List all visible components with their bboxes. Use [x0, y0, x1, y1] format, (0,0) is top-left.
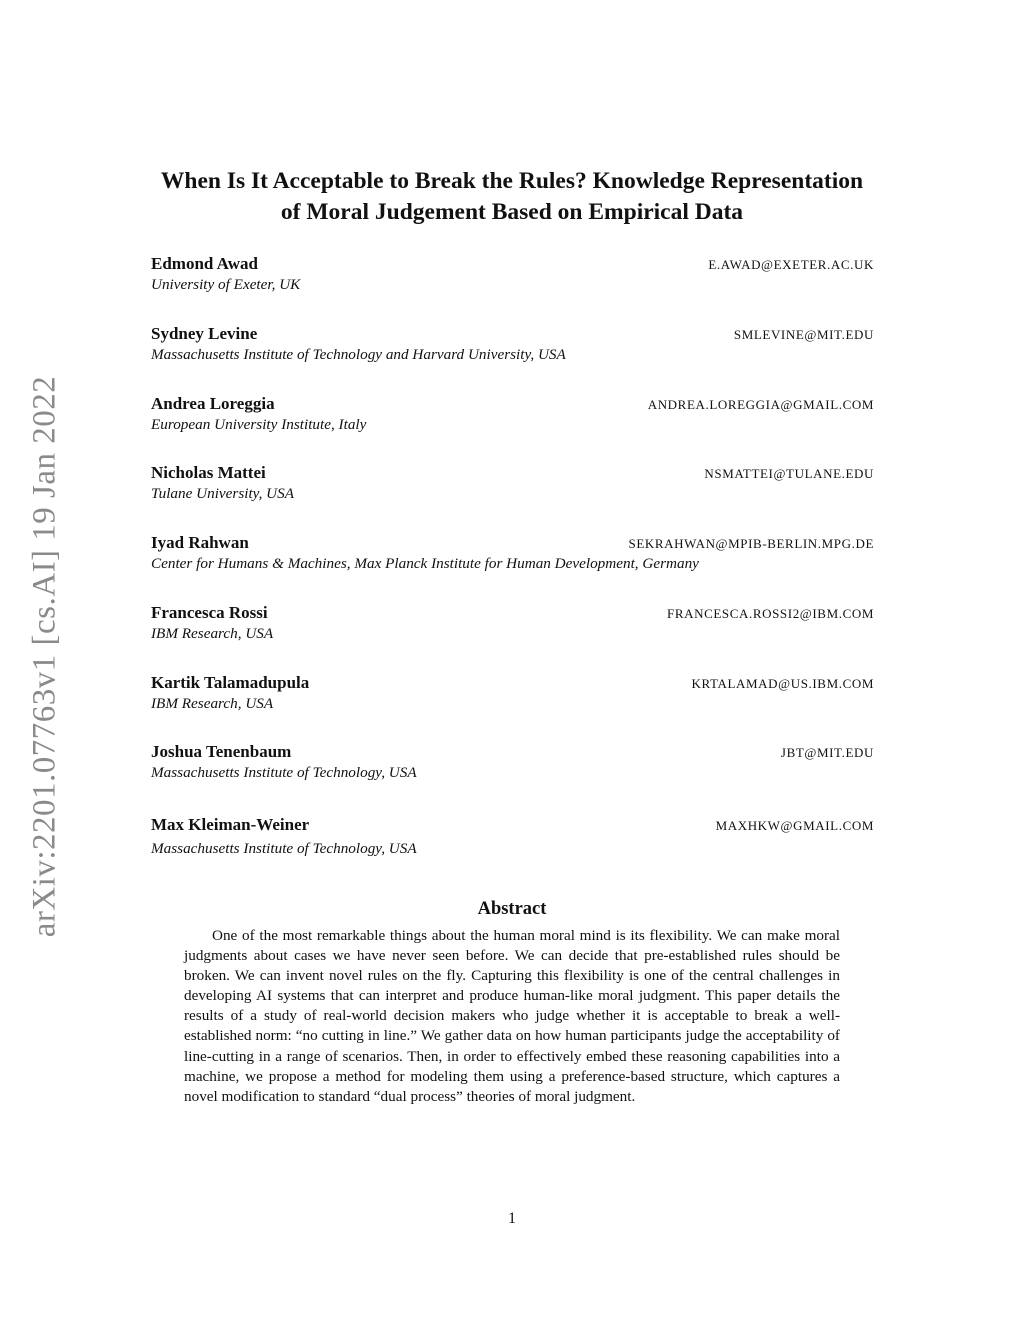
author-affiliation: Center for Humans & Machines, Max Planck Institute for Human Development, Germany — [151, 555, 699, 572]
abstract-text: One of the most remarkable things about the human moral mind is its flexibility. We can make moral judgments about cases we have never seen before. We can decide that pre-established rules should be broken. We can invent novel rules on the fly. Capturing this flexibility is one of the central challenges in developing AI systems that can interpret and produce human-like moral judgment. This paper details the results of a study of real-world decision makers who judge whether it is acceptable to break a well-established norm: “no cutting in line.” We gather data on how human participants judge the acceptability of line-cutting in a range of scenarios. Then, in order to effectively embed these reasoning capabilities into a machine, we propose a method for modeling them using a preference-based structure, which captures a novel modification to standard “dual process” theories of moral judgment. — [184, 927, 840, 1105]
author-email: JBT@MIT.EDU — [780, 745, 874, 760]
author-email: SEKRAHWAN@MPIB-BERLIN.MPG.DE — [628, 536, 874, 551]
author-name: Joshua Tenenbaum — [151, 742, 292, 761]
arxiv-identifier-stamp — [24, 370, 66, 942]
author-affiliation: University of Exeter, UK — [151, 276, 301, 293]
author-name: Andrea Loreggia — [151, 394, 275, 413]
paper-title-line-1: When Is It Acceptable to Break the Rules? Knowledge Representation — [160, 168, 864, 194]
author-affiliation: Massachusetts Institute of Technology, USA — [151, 764, 417, 781]
author-block — [151, 394, 874, 440]
author-name: Sydney Levine — [151, 324, 258, 343]
paper-title — [130, 166, 894, 228]
abstract-heading: Abstract — [477, 899, 547, 919]
author-email: KRTALAMAD@US.IBM.COM — [691, 676, 874, 691]
author-email: MAXHKW@GMAIL.COM — [715, 818, 874, 833]
author-block — [151, 533, 874, 579]
author-name: Edmond Awad — [151, 254, 258, 273]
author-email: E.AWAD@EXETER.AC.UK — [708, 257, 874, 272]
author-affiliation: European University Institute, Italy — [151, 416, 367, 433]
author-name: Francesca Rossi — [151, 603, 268, 622]
author-block — [151, 603, 874, 649]
author-name: Nicholas Mattei — [151, 463, 266, 482]
arxiv-identifier-text: arXiv:2201.07763v1 [cs.AI] 19 Jan 2022 — [26, 375, 63, 937]
author-block — [151, 254, 874, 300]
author-email: SMLEVINE@MIT.EDU — [733, 327, 874, 342]
author-block — [151, 815, 874, 861]
author-name: Max Kleiman-Weiner — [151, 815, 310, 834]
author-email: FRANCESCA.ROSSI2@IBM.COM — [667, 606, 874, 621]
author-block — [151, 673, 874, 719]
author-block — [151, 742, 874, 788]
author-affiliation: IBM Research, USA — [151, 625, 274, 642]
author-block — [151, 463, 874, 509]
author-email: NSMATTEI@TULANE.EDU — [704, 466, 874, 481]
author-email: ANDREA.LOREGGIA@GMAIL.COM — [647, 397, 874, 412]
author-affiliation: Massachusetts Institute of Technology, USA — [151, 840, 417, 857]
author-block — [151, 324, 874, 370]
author-affiliation: Massachusetts Institute of Technology and Harvard University, USA — [151, 346, 566, 363]
author-name: Iyad Rahwan — [151, 533, 249, 552]
author-name: Kartik Talamadupula — [151, 673, 310, 692]
author-affiliation: Tulane University, USA — [151, 485, 295, 502]
page-number: 1 — [508, 1210, 516, 1227]
paper-title-line-2: of Moral Judgement Based on Empirical Data — [280, 199, 744, 225]
author-affiliation: IBM Research, USA — [151, 695, 274, 712]
